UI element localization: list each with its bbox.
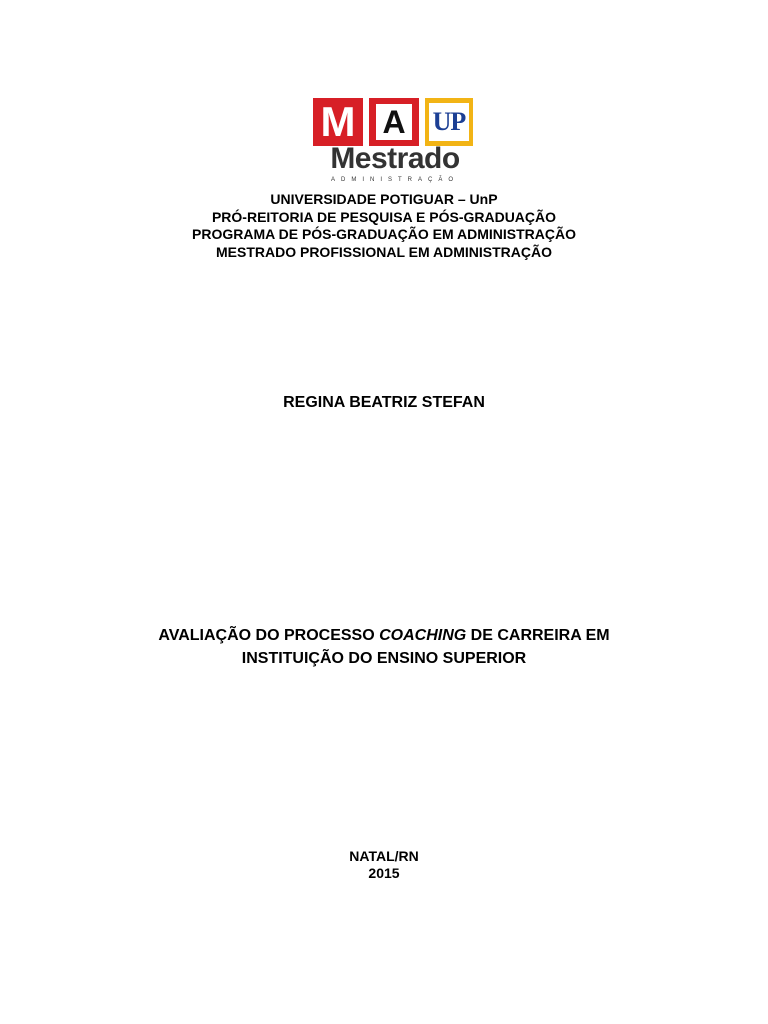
title-line-1 (0, 624, 768, 647)
logo-a-inner (376, 104, 412, 140)
university-name: UNIVERSIDADE POTIGUAR – UnP (270, 191, 498, 207)
graduate-program: PROGRAMA DE PÓS-GRADUAÇÃO EM ADMINISTRAÇÃO (192, 226, 576, 242)
logo-up-letters: UP (432, 107, 466, 136)
logo-up-box (425, 98, 473, 146)
masters-program: MESTRADO PROFISSIONAL EM ADMINISTRAÇÃO (215, 243, 552, 260)
mestrado-logo (313, 98, 477, 186)
logo-a-letter: A (382, 103, 406, 140)
logo-a-box (369, 98, 419, 146)
logo-m-letter: M (320, 98, 356, 145)
place-and-year (0, 848, 768, 882)
institution-header (0, 191, 768, 261)
logo-subtitle: ADMINISTRAÇÃO (330, 177, 459, 183)
logo-wordmark: Mestrado (330, 142, 460, 175)
logo-up-inner (429, 103, 469, 141)
dissertation-title (0, 624, 768, 670)
year: 2015 (368, 865, 400, 881)
logo-m-box (313, 98, 363, 146)
author-name: REGINA BEATRIZ STEFAN (283, 394, 485, 411)
title-line-1-start: AVALIAÇÃO DO PROCESSO (158, 627, 380, 644)
title-line-2: INSTITUIÇÃO DO ENSINO SUPERIOR (241, 650, 527, 667)
city: NATAL/RN (349, 848, 419, 864)
pro-rectorate: PRÓ-REITORIA DE PESQUISA E PÓS-GRADUAÇÃO (211, 208, 557, 225)
title-italic-term: COACHING (379, 627, 467, 644)
title-line-1-end: DE CARREIRA EM (466, 627, 610, 644)
